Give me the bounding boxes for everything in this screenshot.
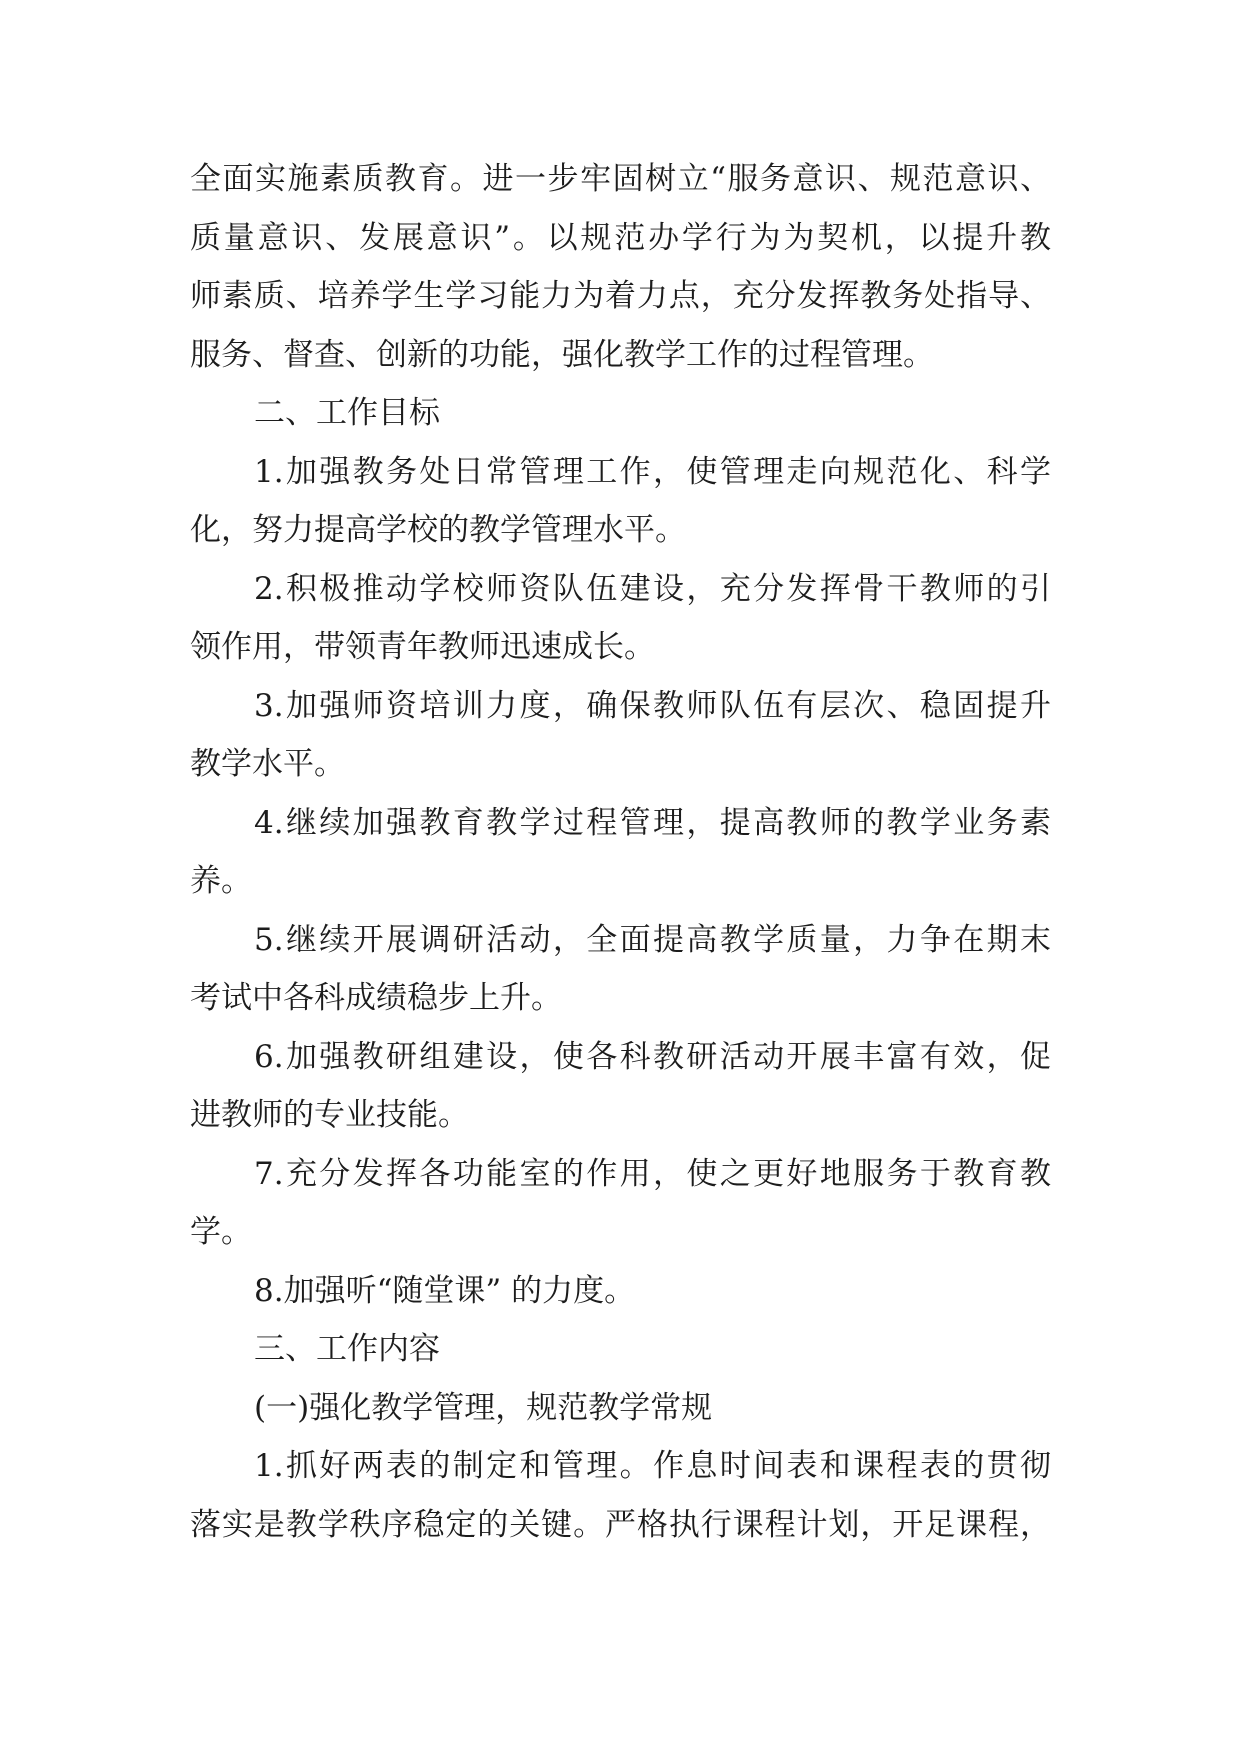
subsection-heading-text: (一)强化教学管理，规范教学常规 <box>254 1389 713 1426</box>
paragraph-line: 质量意识、发展意识”。以规范办学行为为契机，以提升教 <box>190 219 1051 256</box>
paragraph-line: 8.加强听“随堂课” 的力度。 <box>254 1272 636 1309</box>
paragraph-line: 7.充分发挥各功能室的作用，使之更好地服务于教育教 <box>254 1155 1051 1192</box>
paragraph-line: 进教师的专业技能。 <box>190 1097 469 1133</box>
paragraph-line: 领作用，带领青年教师迅速成长。 <box>190 629 655 665</box>
section-heading-text: 二、工作目标 <box>254 395 440 431</box>
subsection-heading <box>190 1379 1051 1438</box>
paragraph-line: 教学水平。 <box>190 746 345 782</box>
paragraph-line: 化，努力提高学校的教学管理水平。 <box>190 512 686 548</box>
list-item <box>190 1262 1051 1321</box>
paragraph-line: 6.加强教研组建设，使各科教研活动开展丰富有效，促 <box>254 1038 1051 1075</box>
list-item <box>190 443 1051 560</box>
paragraph-line: 4.继续加强教育教学过程管理，提高教师的教学业务素 <box>254 804 1051 841</box>
list-item <box>190 677 1051 794</box>
paragraph-line: 1.抓好两表的制定和管理。作息时间表和课程表的贯彻 <box>254 1448 1051 1484</box>
paragraph-line: 5.继续开展调研活动，全面提高教学质量，力争在期末 <box>254 921 1051 958</box>
paragraph-line: 2.积极推动学校师资队伍建设，充分发挥骨干教师的引 <box>254 570 1051 607</box>
paragraph-line: 考试中各科成绩稳步上升。 <box>190 980 562 1016</box>
section-heading <box>190 1320 1051 1379</box>
paragraph-line: 养。 <box>190 863 252 899</box>
document-body <box>190 150 1051 1554</box>
list-item <box>190 1145 1051 1262</box>
list-item <box>190 794 1051 911</box>
section-heading-text: 三、工作内容 <box>254 1331 440 1367</box>
paragraph-line: 1.加强教务处日常管理工作，使管理走向规范化、科学 <box>254 453 1051 490</box>
list-item <box>190 560 1051 677</box>
paragraph-line: 师素质、培养学生学习能力为着力点，充分发挥教务处指导、 <box>190 278 1051 314</box>
paragraph-line: 服务、督查、创新的功能，强化教学工作的过程管理。 <box>190 336 934 373</box>
section-heading <box>190 384 1051 443</box>
list-item <box>190 911 1051 1028</box>
paragraph-line: 学。 <box>190 1214 252 1250</box>
list-item <box>190 1028 1051 1145</box>
paragraph <box>190 150 1051 384</box>
list-item <box>190 1437 1051 1554</box>
paragraph-line: 全面实施素质教育。进一步牢固树立“服务意识、规范意识、 <box>190 161 1051 197</box>
paragraph-line: 3.加强师资培训力度，确保教师队伍有层次、稳固提升 <box>254 687 1051 724</box>
paragraph-line: 落实是教学秩序稳定的关键。严格执行课程计划，开足课程， <box>190 1506 1051 1543</box>
